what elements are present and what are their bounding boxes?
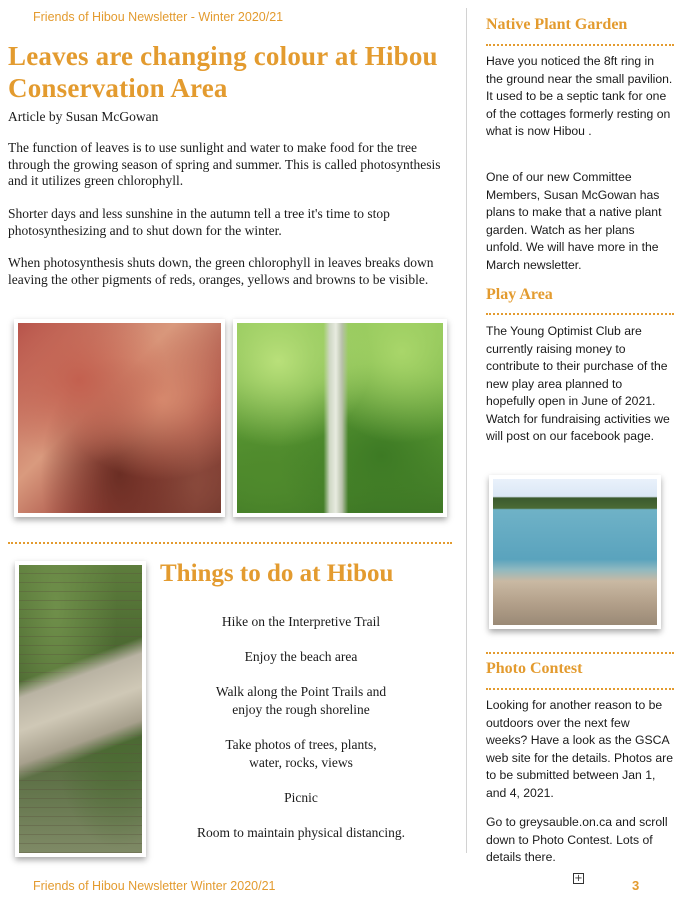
photo-contest-top-rule xyxy=(486,652,674,654)
beach-photo xyxy=(489,475,661,629)
boardwalk-photo xyxy=(15,561,146,857)
article-title: Leaves are changing colour at Hibou Conservation Area xyxy=(8,41,438,103)
native-plant-heading: Native Plant Garden xyxy=(486,16,628,33)
play-area-rule xyxy=(486,313,674,315)
things-item: Room to maintain physical distancing. xyxy=(196,825,406,840)
photo-contest-paragraph-1: Looking for another reason to be outdoors over the next few weeks? Have a look as the GSCA web site for the details. Photos are to be submitted between Jan 1, and 4, 2021. xyxy=(486,698,673,800)
column-rule xyxy=(466,8,467,853)
autumn-leaves-photo xyxy=(14,319,225,517)
things-item: Picnic xyxy=(284,790,318,805)
photo-contest-rule xyxy=(486,688,674,690)
photo-contest-heading: Photo Contest xyxy=(486,660,583,677)
article-paragraph-1: The function of leaves is to use sunlight and water to make food for the tree through the growing season of spring and summer. This is called photosynthesis and it utilizes green chlorophyll. xyxy=(8,140,441,188)
native-plant-rule xyxy=(486,44,674,46)
things-item: Take photos of trees, plants, water, rocks, views xyxy=(225,737,377,770)
things-title: Things to do at Hibou xyxy=(160,560,394,587)
page-number: 3 xyxy=(632,878,640,893)
article-paragraph-3: When photosynthesis shuts down, the green chlorophyll in leaves breaks down leaving the other pigments of reds, oranges, yellows and browns to be visible. xyxy=(8,255,434,287)
native-plant-paragraph-2: One of our new Committee Members, Susan McGowan has plans to make that a native plant garden. Watch as her plans unfold. We will have more in the March newsletter. xyxy=(486,170,662,272)
things-item: Enjoy the beach area xyxy=(244,649,358,664)
things-item: Hike on the Interpretive Trail xyxy=(221,614,381,629)
article-paragraph-2: Shorter days and less sunshine in the autumn tell a tree it's time to stop photosynthesizing and to shut down for the winter. xyxy=(8,206,390,238)
play-area-heading: Play Area xyxy=(486,286,553,303)
green-trees-photo xyxy=(233,319,447,517)
play-area-paragraph: The Young Optimist Club are currently raising money to contribute to their purchase of the new play area planned to hopefully open in June of 2021. Watch for fundraising activities we will post on our facebook page. xyxy=(486,324,670,443)
native-plant-paragraph-1: Have you noticed the 8ft ring in the ground near the small pavilion. It used to be a septic tank for one of the cottages formerly resting on what is now Hibou . xyxy=(486,54,673,138)
things-list xyxy=(160,613,442,859)
expand-box-icon[interactable]: + xyxy=(574,873,583,884)
section-divider xyxy=(8,542,452,544)
header-running-title: Friends of Hibou Newsletter - Winter 2020/21 xyxy=(33,10,284,24)
footer-running-title: Friends of Hibou Newsletter Winter 2020/21 xyxy=(33,879,276,893)
article-byline: Article by Susan McGowan xyxy=(8,109,159,124)
photo-contest-paragraph-2: Go to greysauble.on.ca and scroll down to Photo Contest. Lots of details there. xyxy=(486,815,668,864)
things-item: Walk along the Point Trails and enjoy the rough shoreline xyxy=(215,684,387,717)
